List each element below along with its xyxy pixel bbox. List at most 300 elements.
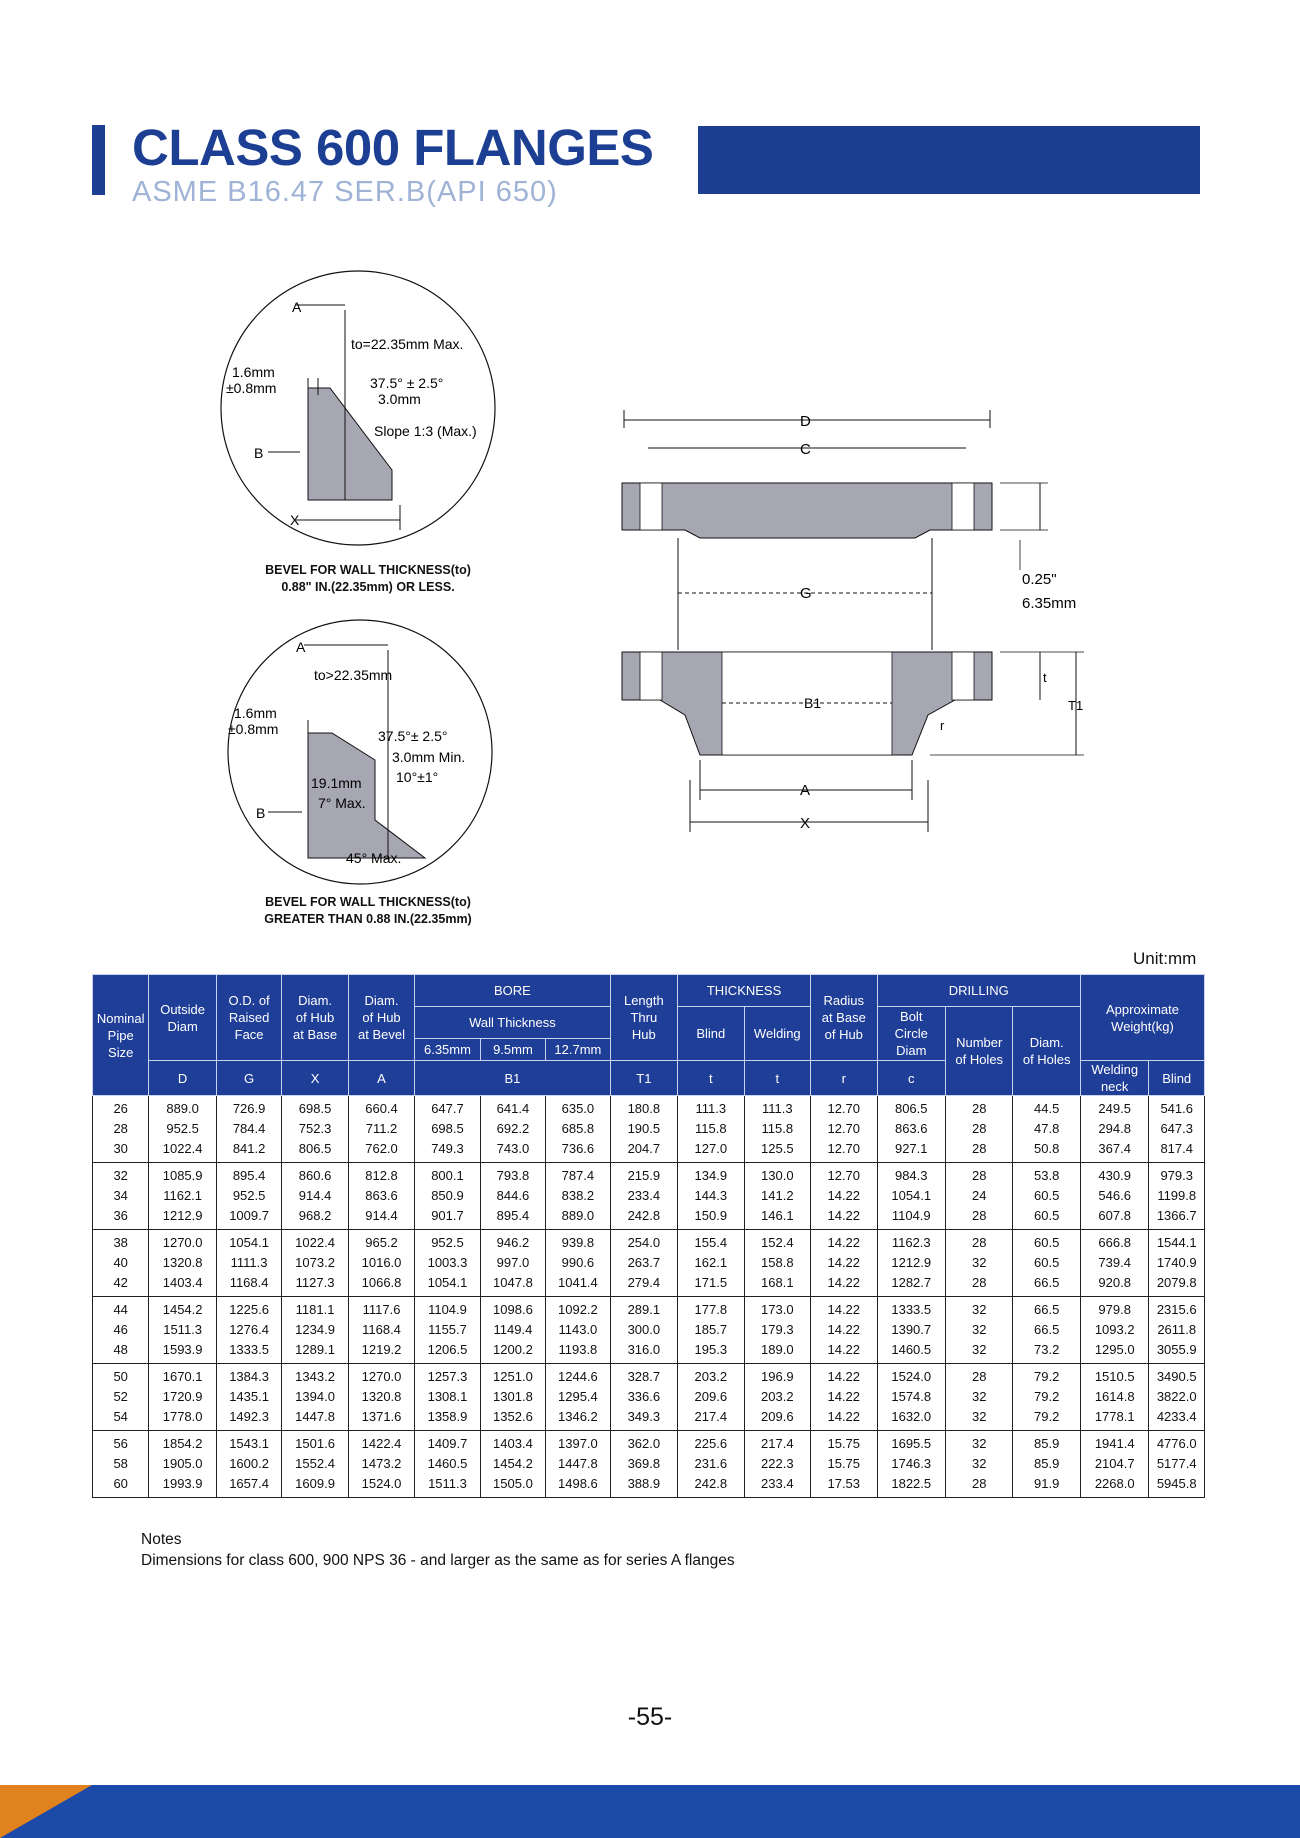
table-cell [1013, 1297, 1081, 1364]
cell-value: 12.70 [827, 1121, 861, 1136]
table-cell [610, 1297, 677, 1364]
cell-value: 1212.9 [162, 1208, 203, 1223]
page-number: -55- [627, 1703, 673, 1731]
table-cell [480, 1431, 545, 1498]
cell-value: 698.5 [298, 1101, 332, 1116]
cell-value: 44 [113, 1302, 128, 1317]
cell-value: 34 [113, 1188, 128, 1203]
cell-value: 1003.3 [427, 1255, 468, 1270]
header-thickness: THICKNESS [678, 975, 811, 1007]
table-body [93, 1096, 1205, 1498]
table-cell [480, 1364, 545, 1431]
cell-value: 1092.2 [558, 1302, 598, 1317]
cell-value: 28 [971, 1235, 987, 1250]
cell-value: 60.5 [1034, 1208, 1060, 1223]
table-cell [348, 1163, 414, 1230]
notes-text: Dimensions for class 600, 900 NPS 36 - and larger as the same as for series A flanges [141, 1552, 735, 1569]
table-cell [93, 1096, 149, 1163]
cell-value: 1460.5 [891, 1342, 932, 1357]
table-cell [1149, 1096, 1205, 1163]
cell-value: 53.8 [1034, 1168, 1060, 1183]
header-welding-thickness: Welding [744, 1007, 810, 1061]
cell-value: 1289.1 [295, 1342, 335, 1357]
cell-value: 889.0 [166, 1101, 199, 1116]
cell-value: 635.0 [561, 1101, 595, 1116]
table-cell [744, 1163, 810, 1230]
cell-value: 666.8 [1098, 1235, 1131, 1250]
bevel1-caption-line1: BEVEL FOR WALL THICKNESS(to) [265, 563, 471, 577]
cell-value: 1155.7 [428, 1322, 467, 1337]
flange-r-label: r [940, 718, 945, 733]
table-cell [945, 1364, 1012, 1431]
flange-t-label: t [1043, 670, 1047, 685]
cell-value: 125.5 [761, 1141, 794, 1156]
cell-value: 1740.9 [1156, 1255, 1197, 1270]
cell-value: 546.6 [1098, 1188, 1131, 1203]
table-cell [415, 1431, 480, 1498]
cell-value: 28 [971, 1121, 987, 1136]
bevel2-gap-tol-label: ±0.8mm [228, 721, 279, 737]
table-cell [348, 1230, 414, 1297]
cell-value: 726.9 [232, 1101, 266, 1116]
cell-value: 4776.0 [1156, 1436, 1197, 1451]
cell-value: 749.3 [431, 1141, 464, 1156]
cell-value: 1181.1 [295, 1302, 335, 1317]
table-cell [877, 1230, 945, 1297]
bevel2-b-label: B [256, 805, 266, 821]
cell-value: 698.5 [431, 1121, 464, 1136]
header-od-raised-face: O.D. of Raised Face [216, 975, 281, 1061]
cell-value: 17.53 [827, 1476, 861, 1491]
cell-value: 14.22 [827, 1275, 861, 1290]
cell-value: 1022.4 [295, 1235, 335, 1250]
cell-value: 1544.1 [1156, 1235, 1197, 1250]
cell-value: 1511.3 [428, 1476, 467, 1491]
cell-value: 50.8 [1034, 1141, 1060, 1156]
cell-value: 14.22 [827, 1208, 861, 1223]
table-cell [216, 1297, 281, 1364]
table-cell [744, 1431, 810, 1498]
cell-value: 1295.4 [558, 1389, 598, 1404]
cell-value: 939.8 [561, 1235, 595, 1250]
cell-value: 1778.0 [162, 1409, 203, 1424]
cell-value: 115.8 [695, 1121, 727, 1136]
bevel2-max45-label: 45° Max. [346, 850, 402, 866]
cell-value: 28 [971, 1275, 987, 1290]
cell-value: 66.5 [1034, 1322, 1060, 1337]
cell-value: 171.5 [694, 1275, 728, 1290]
table-cell [282, 1364, 348, 1431]
cell-value: 162.1 [694, 1255, 728, 1270]
header-number-holes: Number of Holes [945, 1007, 1012, 1096]
cell-value: 817.4 [1160, 1141, 1193, 1156]
unit-label: Unit:mm [1133, 949, 1197, 968]
cell-value: 14.22 [827, 1322, 861, 1337]
cell-value: 14.22 [827, 1188, 861, 1203]
header-sym-b1: B1 [415, 1061, 610, 1096]
cell-value: 300.0 [627, 1322, 661, 1337]
bevel2-caption-line1: BEVEL FOR WALL THICKNESS(to) [265, 895, 471, 909]
header-sym-t-welding: t [744, 1061, 810, 1096]
cell-value: 1320.8 [361, 1389, 402, 1404]
table-cell [480, 1096, 545, 1163]
cell-value: 60.5 [1034, 1255, 1060, 1270]
cell-value: 336.6 [627, 1389, 661, 1404]
cell-value: 806.5 [894, 1101, 928, 1116]
cell-value: 784.4 [232, 1121, 266, 1136]
table-cell [93, 1431, 149, 1498]
flange-inch-label: 0.25" [1022, 571, 1057, 588]
cell-value: 369.8 [627, 1456, 661, 1471]
cell-value: 38 [113, 1235, 128, 1250]
cell-value: 12.70 [827, 1141, 861, 1156]
cell-value: 1632.0 [891, 1409, 932, 1424]
cell-value: 111.3 [695, 1101, 727, 1116]
cell-value: 1371.6 [361, 1409, 402, 1424]
cell-value: 1390.7 [891, 1322, 932, 1337]
cell-value: 79.2 [1034, 1409, 1060, 1424]
cell-value: 14.22 [827, 1409, 861, 1424]
table-cell [415, 1096, 480, 1163]
cell-value: 1822.5 [891, 1476, 932, 1491]
cell-value: 28 [113, 1121, 128, 1136]
cell-value: 1600.2 [229, 1456, 269, 1471]
table-cell [610, 1163, 677, 1230]
cell-value: 860.6 [298, 1168, 332, 1183]
table-cell [945, 1297, 1012, 1364]
cell-value: 32 [971, 1389, 987, 1404]
cell-value: 844.6 [496, 1188, 530, 1203]
bevel1-b-label: B [254, 445, 264, 461]
cell-value: 968.2 [298, 1208, 332, 1223]
flange-dimension-table [92, 974, 1205, 1498]
cell-value: 1219.2 [361, 1342, 402, 1357]
cell-value: 1234.9 [295, 1322, 335, 1337]
cell-value: 1409.7 [427, 1436, 468, 1451]
bevel1-caption [228, 562, 508, 596]
table-cell [93, 1364, 149, 1431]
header-sym-a: A [348, 1061, 414, 1096]
cell-value: 36 [113, 1208, 128, 1223]
cell-value: 225.6 [694, 1436, 728, 1451]
table-cell [1080, 1431, 1148, 1498]
cell-value: 430.9 [1098, 1168, 1131, 1183]
table-row-group [93, 1297, 1205, 1364]
cell-value: 14.22 [827, 1369, 861, 1384]
cell-value: 28 [971, 1168, 987, 1183]
bevel2-dim-label: 19.1mm [311, 775, 362, 791]
table-cell [811, 1431, 877, 1498]
cell-value: 158.8 [761, 1255, 794, 1270]
table-cell [1149, 1431, 1205, 1498]
table-cell [546, 1230, 610, 1297]
cell-value: 79.2 [1034, 1389, 1060, 1404]
cell-value: 5945.8 [1156, 1476, 1197, 1491]
footer-accent [0, 1785, 92, 1838]
cell-value: 150.9 [694, 1208, 728, 1223]
cell-value: 1574.8 [891, 1389, 932, 1404]
cell-value: 952.5 [232, 1188, 266, 1203]
cell-value: 32 [971, 1456, 987, 1471]
cell-value: 28 [971, 1141, 987, 1156]
table-cell [877, 1297, 945, 1364]
bevel1-caption-line2: 0.88" IN.(22.35mm) OR LESS. [281, 580, 455, 594]
header-radius: Radius at Base of Hub [811, 975, 877, 1061]
header-hub-bevel: Diam. of Hub at Bevel [348, 975, 414, 1061]
table-cell [945, 1096, 1012, 1163]
cell-value: 1394.0 [295, 1389, 335, 1404]
cell-value: 30 [113, 1141, 128, 1156]
cell-value: 349.3 [627, 1409, 661, 1424]
cell-value: 1143.0 [558, 1322, 598, 1337]
bevel1-land-label: 3.0mm [378, 391, 421, 407]
cell-value: 217.4 [761, 1436, 794, 1451]
cell-value: 28 [971, 1369, 987, 1384]
table-cell [945, 1431, 1012, 1498]
cell-value: 1384.3 [229, 1369, 269, 1384]
header-bolt-circle: Bolt Circle Diam [877, 1007, 945, 1061]
cell-value: 1054.1 [427, 1275, 468, 1290]
cell-value: 1276.4 [229, 1322, 269, 1337]
cell-value: 328.7 [627, 1369, 661, 1384]
cell-value: 952.5 [166, 1121, 199, 1136]
cell-value: 1199.8 [1157, 1188, 1197, 1203]
cell-value: 56 [113, 1436, 128, 1451]
cell-value: 2268.0 [1094, 1476, 1135, 1491]
cell-value: 1993.9 [162, 1476, 203, 1491]
table-cell [811, 1096, 877, 1163]
cell-value: 203.2 [761, 1389, 794, 1404]
table-row-group [93, 1431, 1205, 1498]
cell-value: 14.22 [827, 1235, 861, 1250]
cell-value: 1041.4 [558, 1275, 598, 1290]
table-cell [546, 1096, 610, 1163]
cell-value: 203.2 [694, 1369, 728, 1384]
cell-value: 233.4 [761, 1476, 794, 1491]
cell-value: 1168.4 [229, 1275, 269, 1290]
table-cell [1013, 1431, 1081, 1498]
header-wall-635: 6.35mm [415, 1039, 480, 1061]
table-cell [1149, 1230, 1205, 1297]
table-cell [1013, 1230, 1081, 1297]
cell-value: 294.8 [1098, 1121, 1131, 1136]
table-cell [216, 1163, 281, 1230]
cell-value: 920.8 [1098, 1275, 1131, 1290]
cell-value: 1366.7 [1156, 1208, 1197, 1223]
cell-value: 541.6 [1160, 1101, 1193, 1116]
cell-value: 1022.4 [162, 1141, 203, 1156]
cell-value: 4233.4 [1156, 1409, 1197, 1424]
header-wall-95: 9.5mm [480, 1039, 545, 1061]
cell-value: 2315.6 [1156, 1302, 1197, 1317]
cell-value: 189.0 [761, 1342, 794, 1357]
cell-value: 685.8 [561, 1121, 595, 1136]
table-cell [1013, 1096, 1081, 1163]
cell-value: 1282.7 [891, 1275, 932, 1290]
cell-value: 222.3 [761, 1456, 794, 1471]
table-cell [149, 1431, 216, 1498]
cell-value: 242.8 [627, 1208, 661, 1223]
table-cell [546, 1163, 610, 1230]
cell-value: 12.70 [827, 1168, 861, 1183]
cell-value: 388.9 [627, 1476, 661, 1491]
table-cell [149, 1364, 216, 1431]
cell-value: 927.1 [894, 1141, 928, 1156]
cell-value: 647.7 [431, 1101, 464, 1116]
cell-value: 647.3 [1160, 1121, 1193, 1136]
cell-value: 711.2 [365, 1121, 398, 1136]
cell-value: 141.2 [761, 1188, 794, 1203]
cell-value: 736.6 [561, 1141, 595, 1156]
header-wall-thickness: Wall Thickness [415, 1007, 610, 1039]
cell-value: 254.0 [627, 1235, 661, 1250]
table-cell [1080, 1230, 1148, 1297]
table-cell [149, 1163, 216, 1230]
cell-value: 32 [971, 1436, 987, 1451]
cell-value: 66.5 [1034, 1275, 1060, 1290]
cell-value: 1460.5 [427, 1456, 468, 1471]
table-cell [282, 1297, 348, 1364]
cell-value: 841.2 [232, 1141, 266, 1156]
cell-value: 607.8 [1098, 1208, 1131, 1223]
table-cell [216, 1431, 281, 1498]
cell-value: 1193.8 [558, 1342, 598, 1357]
flange-g-label: G [800, 585, 812, 602]
table-cell [1149, 1364, 1205, 1431]
cell-value: 26 [113, 1101, 128, 1116]
cell-value: 1127.3 [295, 1275, 335, 1290]
cell-value: 743.0 [496, 1141, 530, 1156]
bevel2-caption [228, 894, 508, 928]
cell-value: 52 [113, 1389, 128, 1404]
cell-value: 1720.9 [162, 1389, 203, 1404]
table-cell [744, 1364, 810, 1431]
header-nominal-size: Nominal Pipe Size [93, 975, 149, 1096]
bevel2-angle-label: 37.5°± 2.5° [378, 728, 448, 744]
cell-value: 752.3 [298, 1121, 332, 1136]
cell-value: 91.9 [1034, 1476, 1060, 1491]
table-cell [480, 1297, 545, 1364]
table-cell [678, 1163, 744, 1230]
cell-value: 1346.2 [558, 1409, 598, 1424]
table-cell [282, 1096, 348, 1163]
cell-value: 1117.6 [362, 1302, 401, 1317]
cell-value: 800.1 [431, 1168, 464, 1183]
cell-value: 179.3 [761, 1322, 794, 1337]
cell-value: 1403.4 [493, 1436, 533, 1451]
table-cell [282, 1163, 348, 1230]
cell-value: 168.1 [761, 1275, 794, 1290]
table-cell [945, 1230, 1012, 1297]
cell-value: 997.0 [496, 1255, 530, 1270]
cell-value: 641.4 [496, 1101, 530, 1116]
bevel2-angle2-label: 10°±1° [396, 769, 439, 785]
cell-value: 3490.5 [1156, 1369, 1197, 1384]
cell-value: 1047.8 [493, 1275, 533, 1290]
cell-value: 1778.1 [1094, 1409, 1135, 1424]
page-title: CLASS 600 FLANGES [132, 119, 654, 176]
cell-value: 762.0 [365, 1141, 398, 1156]
footer-bar [0, 1785, 1300, 1838]
cell-value: 895.4 [496, 1208, 530, 1223]
flange-b1-label: B1 [804, 695, 822, 711]
table-cell [1080, 1297, 1148, 1364]
bevel2-gap-label: 1.6mm [234, 705, 277, 721]
table-cell [216, 1096, 281, 1163]
cell-value: 60 [113, 1476, 128, 1491]
cell-value: 32 [971, 1409, 987, 1424]
header-sym-c: c [877, 1061, 945, 1096]
bevel2-caption-line2: GREATER THAN 0.88 IN.(22.35mm) [264, 912, 472, 926]
table-cell [877, 1096, 945, 1163]
header-drilling: DRILLING [877, 975, 1080, 1007]
cell-value: 155.4 [694, 1235, 728, 1250]
header-length-hub: Length Thru Hub [610, 975, 677, 1061]
cell-value: 1657.4 [229, 1476, 269, 1491]
cell-value: 28 [971, 1101, 987, 1116]
cell-value: 1212.9 [891, 1255, 932, 1270]
bevel1-angle-label: 37.5° ± 2.5° [370, 375, 444, 391]
cell-value: 362.0 [627, 1436, 661, 1451]
header-sym-t-blind: t [678, 1061, 744, 1096]
table-cell [1149, 1163, 1205, 1230]
cell-value: 1501.6 [295, 1436, 335, 1451]
table-cell [877, 1163, 945, 1230]
cell-value: 1054.1 [891, 1188, 932, 1203]
table-cell [415, 1163, 480, 1230]
table-row-group [93, 1230, 1205, 1297]
header-diam-holes: Diam. of Holes [1013, 1007, 1081, 1096]
cell-value: 14.22 [827, 1342, 861, 1357]
cell-value: 28 [971, 1476, 987, 1491]
table-cell [610, 1230, 677, 1297]
cell-value: 1397.0 [558, 1436, 598, 1451]
cell-value: 979.8 [1098, 1302, 1131, 1317]
header-blind-thickness: Blind [678, 1007, 744, 1061]
table-cell [678, 1096, 744, 1163]
cell-value: 2079.8 [1156, 1275, 1197, 1290]
flange-c-label: C [800, 441, 811, 458]
cell-value: 739.4 [1098, 1255, 1131, 1270]
cell-value: 50 [113, 1369, 128, 1384]
cell-value: 1492.3 [229, 1409, 269, 1424]
cell-value: 134.9 [694, 1168, 728, 1183]
cell-value: 793.8 [496, 1168, 530, 1183]
cell-value: 24 [971, 1188, 987, 1203]
cell-value: 15.75 [827, 1436, 861, 1451]
cell-value: 85.9 [1034, 1436, 1060, 1451]
cell-value: 1333.5 [229, 1342, 269, 1357]
cell-value: 32 [971, 1342, 987, 1357]
cell-value: 1543.1 [229, 1436, 269, 1451]
cell-value: 32 [113, 1168, 128, 1183]
table-row-group [93, 1096, 1205, 1163]
cell-value: 812.8 [365, 1168, 398, 1183]
table-cell [546, 1364, 610, 1431]
cell-value: 1510.5 [1094, 1369, 1135, 1384]
table-cell [811, 1297, 877, 1364]
cell-value: 787.4 [561, 1168, 595, 1183]
table-cell [1013, 1364, 1081, 1431]
cell-value: 152.4 [761, 1235, 794, 1250]
table-cell [1080, 1163, 1148, 1230]
header-blind-weight: Blind [1149, 1061, 1205, 1096]
cell-value: 1104.9 [891, 1208, 931, 1223]
cell-value: 1454.2 [162, 1302, 203, 1317]
cell-value: 54 [113, 1409, 128, 1424]
cell-value: 58 [113, 1456, 128, 1471]
table-cell [811, 1364, 877, 1431]
